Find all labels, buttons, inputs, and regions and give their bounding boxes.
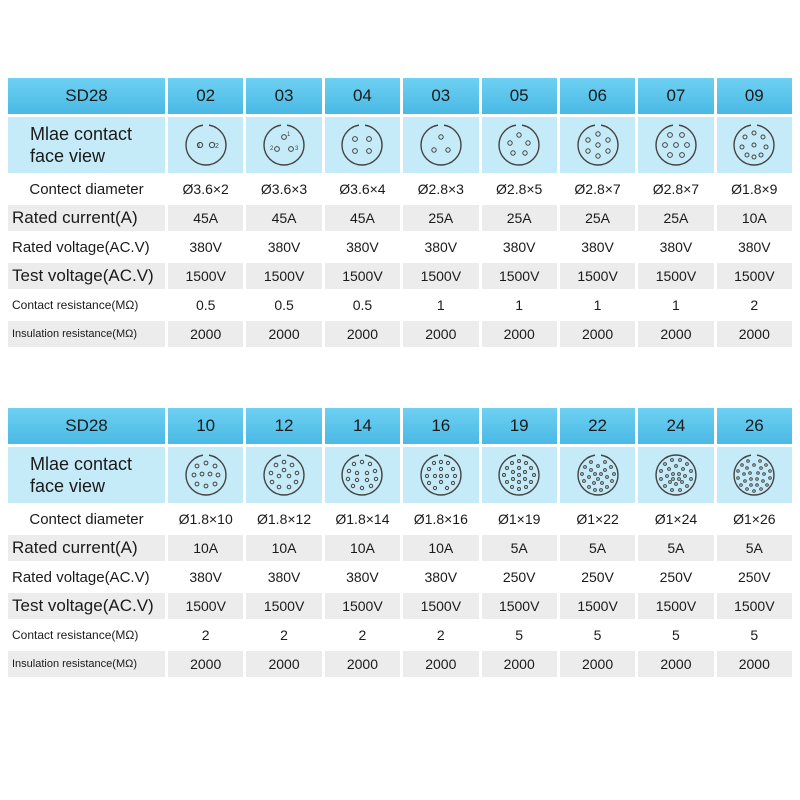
value-cell: Ø1.8×10 bbox=[178, 511, 233, 527]
header-row bbox=[8, 78, 792, 114]
connector-face-10pin-icon bbox=[183, 452, 229, 498]
value-cell: 2000 bbox=[482, 321, 557, 347]
value-cell: Ø1.8×9 bbox=[731, 181, 778, 197]
row-label: Rated voltage(AC.V) bbox=[12, 568, 150, 586]
value-cell: 2000 bbox=[403, 651, 478, 677]
face-view-row bbox=[8, 117, 792, 173]
insulation-resistance-row bbox=[8, 321, 792, 347]
face-view-label bbox=[8, 447, 165, 503]
value-cell: 2000 bbox=[560, 321, 635, 347]
connector-face-cell bbox=[168, 447, 243, 503]
rated-current-row bbox=[8, 205, 792, 231]
value-cell: 2000 bbox=[246, 651, 321, 677]
connector-face-3pin-icon bbox=[418, 122, 464, 168]
value-cell: 2000 bbox=[325, 651, 400, 677]
connector-face-19pin-icon bbox=[496, 452, 542, 498]
connector-face-26pin-icon bbox=[731, 452, 777, 498]
value-cell: 250V bbox=[737, 569, 771, 585]
value-cell: 1500V bbox=[168, 593, 243, 619]
svg-text:2: 2 bbox=[214, 143, 219, 150]
value-cell: 380V bbox=[424, 569, 458, 585]
value-cell: Ø1.8×12 bbox=[257, 511, 312, 527]
contact-diameter-row bbox=[8, 176, 792, 202]
connector-face-cell bbox=[325, 447, 400, 503]
value-cell: 2000 bbox=[168, 321, 243, 347]
value-cell: 2000 bbox=[717, 651, 792, 677]
value-cell: 1 bbox=[593, 297, 602, 313]
row-label: Insulation resistance(MΩ) bbox=[8, 321, 165, 347]
value-cell: 10A bbox=[168, 535, 243, 561]
value-cell: 380V bbox=[737, 239, 771, 255]
contact-resistance-row bbox=[8, 292, 792, 318]
value-cell: 1500V bbox=[246, 593, 321, 619]
value-cell: 5A bbox=[717, 535, 792, 561]
pin-count: 05 bbox=[482, 78, 557, 114]
connector-face-14pin-icon bbox=[339, 452, 385, 498]
rated-voltage-row bbox=[8, 564, 792, 590]
connector-face-5pin-icon bbox=[496, 122, 542, 168]
value-cell: 1500V bbox=[168, 263, 243, 289]
connector-face-cell bbox=[717, 117, 792, 173]
test-voltage-row bbox=[8, 593, 792, 619]
value-cell: 1500V bbox=[560, 593, 635, 619]
connector-face-9pin-icon bbox=[731, 122, 777, 168]
value-cell: 2000 bbox=[482, 651, 557, 677]
value-cell: 2000 bbox=[246, 321, 321, 347]
value-cell: 2 bbox=[358, 627, 367, 643]
value-cell: 1500V bbox=[560, 263, 635, 289]
connector-face-24pin-icon bbox=[653, 452, 699, 498]
pin-count: 09 bbox=[717, 78, 792, 114]
value-cell: 250V bbox=[581, 569, 614, 585]
connector-face-cell bbox=[560, 447, 635, 503]
value-cell: Ø2.8×7 bbox=[652, 181, 700, 197]
pin-count: 26 bbox=[717, 408, 792, 444]
connector-face-7pin-icon bbox=[653, 122, 699, 168]
connector-face-2pin-icon bbox=[183, 122, 229, 168]
value-cell: 25A bbox=[560, 205, 635, 231]
value-cell: 2000 bbox=[560, 651, 635, 677]
row-label: Contect diameter bbox=[29, 180, 144, 198]
connector-face-cell bbox=[717, 447, 792, 503]
value-cell: Ø3.6×3 bbox=[260, 181, 308, 197]
insulation-resistance-row bbox=[8, 651, 792, 677]
connector-face-cell bbox=[168, 117, 243, 173]
connector-face-cell bbox=[246, 447, 321, 503]
value-cell: 5 bbox=[672, 627, 680, 643]
value-cell: 250V bbox=[502, 569, 536, 585]
model-label: SD28 bbox=[8, 78, 165, 114]
row-label: Rated voltage(AC.V) bbox=[12, 238, 150, 256]
connector-face-cell bbox=[246, 117, 321, 173]
value-cell: 5A bbox=[482, 535, 557, 561]
value-cell: 380V bbox=[267, 569, 301, 585]
value-cell: Ø1×26 bbox=[733, 511, 776, 527]
connector-face-4pin-icon bbox=[339, 122, 385, 168]
row-label: Test voltage(AC.V) bbox=[8, 593, 165, 619]
value-cell: 10A bbox=[403, 535, 478, 561]
value-cell: 0.5 bbox=[352, 297, 373, 313]
face-view-label-text: Mlae contact face view bbox=[30, 454, 133, 496]
face-view-label bbox=[8, 117, 165, 173]
value-cell: 380V bbox=[659, 239, 693, 255]
value-cell: 1500V bbox=[638, 593, 713, 619]
pin-count: 12 bbox=[246, 408, 321, 444]
connector-face-16pin-icon bbox=[418, 452, 464, 498]
value-cell: Ø3.6×2 bbox=[182, 181, 229, 197]
value-cell: 380V bbox=[346, 569, 379, 585]
face-view-label-text: Mlae contact face view bbox=[30, 124, 133, 166]
value-cell: 1500V bbox=[482, 263, 557, 289]
value-cell: 5A bbox=[638, 535, 713, 561]
row-label: Insulation resistance(MΩ) bbox=[8, 651, 165, 677]
value-cell: 45A bbox=[246, 205, 321, 231]
header-row bbox=[8, 408, 792, 444]
value-cell: 0.5 bbox=[195, 297, 216, 313]
pin-count: 22 bbox=[560, 408, 635, 444]
contact-resistance-row bbox=[8, 622, 792, 648]
value-cell: 380V bbox=[189, 569, 223, 585]
value-cell: 5 bbox=[593, 627, 602, 643]
connector-face-cell bbox=[403, 117, 478, 173]
pin-count: 14 bbox=[325, 408, 400, 444]
svg-text:3: 3 bbox=[295, 146, 299, 152]
value-cell: 10A bbox=[246, 535, 321, 561]
value-cell: 10A bbox=[325, 535, 400, 561]
pin-count: 07 bbox=[638, 78, 713, 114]
value-cell: 380V bbox=[424, 239, 458, 255]
value-cell: 1500V bbox=[403, 263, 478, 289]
value-cell: 1500V bbox=[717, 263, 792, 289]
connector-face-7pin-icon bbox=[575, 122, 621, 168]
connector-face-cell bbox=[560, 117, 635, 173]
pin-count: 24 bbox=[638, 408, 713, 444]
pin-count: 04 bbox=[325, 78, 400, 114]
value-cell: 2000 bbox=[717, 321, 792, 347]
connector-face-cell bbox=[638, 447, 713, 503]
test-voltage-row bbox=[8, 263, 792, 289]
connector-face-12pin-icon bbox=[261, 452, 307, 498]
pin-count: 10 bbox=[168, 408, 243, 444]
contact-diameter-row bbox=[8, 506, 792, 532]
value-cell: Ø2.8×3 bbox=[417, 181, 464, 197]
value-cell: 2000 bbox=[638, 321, 713, 347]
row-label: Rated current(A) bbox=[8, 535, 165, 561]
value-cell: 25A bbox=[403, 205, 478, 231]
value-cell: 5 bbox=[750, 627, 759, 643]
connector-face-cell bbox=[482, 447, 557, 503]
value-cell: 1 bbox=[436, 297, 445, 313]
connector-face-cell bbox=[403, 447, 478, 503]
svg-text:1: 1 bbox=[196, 143, 201, 150]
value-cell: 5A bbox=[560, 535, 635, 561]
connector-face-cell bbox=[638, 117, 713, 173]
value-cell: 1500V bbox=[638, 263, 713, 289]
value-cell: 2 bbox=[280, 627, 288, 643]
value-cell: 1500V bbox=[482, 593, 557, 619]
pin-count: 16 bbox=[403, 408, 478, 444]
value-cell: Ø1×22 bbox=[576, 511, 619, 527]
pin-count: 03 bbox=[246, 78, 321, 114]
connector-face-cell bbox=[482, 117, 557, 173]
value-cell: 1500V bbox=[246, 263, 321, 289]
value-cell: 2000 bbox=[168, 651, 243, 677]
value-cell: Ø2.8×5 bbox=[496, 181, 543, 197]
row-label: Contact resistance(MΩ) bbox=[12, 628, 139, 642]
value-cell: 2000 bbox=[638, 651, 713, 677]
spec-table-2 bbox=[8, 408, 792, 680]
value-cell: 25A bbox=[638, 205, 713, 231]
value-cell: Ø1×19 bbox=[497, 511, 541, 527]
model-label: SD28 bbox=[8, 408, 165, 444]
value-cell: 2 bbox=[201, 627, 210, 643]
value-cell: 250V bbox=[659, 569, 693, 585]
value-cell: 1500V bbox=[717, 593, 792, 619]
value-cell: 380V bbox=[502, 239, 536, 255]
value-cell: 2 bbox=[436, 627, 445, 643]
value-cell: Ø1.8×16 bbox=[413, 511, 468, 527]
value-cell: 0.5 bbox=[274, 297, 294, 313]
value-cell: Ø1×24 bbox=[654, 511, 698, 527]
pin-count: 19 bbox=[482, 408, 557, 444]
value-cell: 25A bbox=[482, 205, 557, 231]
svg-text:1: 1 bbox=[287, 132, 291, 138]
value-cell: Ø2.8×7 bbox=[574, 181, 621, 197]
row-label: Rated current(A) bbox=[8, 205, 165, 231]
face-view-row bbox=[8, 447, 792, 503]
connector-face-22pin-icon bbox=[575, 452, 621, 498]
value-cell: 45A bbox=[325, 205, 400, 231]
value-cell: 2000 bbox=[325, 321, 400, 347]
pin-count: 02 bbox=[168, 78, 243, 114]
value-cell: 10A bbox=[717, 205, 792, 231]
value-cell: 5 bbox=[515, 627, 524, 643]
value-cell: 45A bbox=[168, 205, 243, 231]
connector-face-cell bbox=[325, 117, 400, 173]
rated-voltage-row bbox=[8, 234, 792, 260]
value-cell: 2000 bbox=[403, 321, 478, 347]
row-label: Contact resistance(MΩ) bbox=[12, 298, 139, 312]
pin-count: 06 bbox=[560, 78, 635, 114]
connector-face-3pin-icon bbox=[261, 122, 307, 168]
svg-text:2: 2 bbox=[270, 146, 274, 152]
spec-table-1 bbox=[8, 78, 792, 350]
value-cell: 1 bbox=[672, 297, 680, 313]
value-cell: 1 bbox=[515, 297, 524, 313]
value-cell: 1500V bbox=[403, 593, 478, 619]
row-label: Test voltage(AC.V) bbox=[8, 263, 165, 289]
value-cell: 380V bbox=[581, 239, 614, 255]
value-cell: Ø1.8×14 bbox=[335, 511, 390, 527]
value-cell: 380V bbox=[189, 239, 223, 255]
pin-count: 03 bbox=[403, 78, 478, 114]
value-cell: 380V bbox=[346, 239, 379, 255]
value-cell: 2 bbox=[750, 297, 759, 313]
value-cell: 1500V bbox=[325, 263, 400, 289]
rated-current-row bbox=[8, 535, 792, 561]
row-label: Contect diameter bbox=[29, 510, 144, 528]
value-cell: 380V bbox=[267, 239, 301, 255]
value-cell: 1500V bbox=[325, 593, 400, 619]
value-cell: Ø3.6×4 bbox=[339, 181, 386, 197]
